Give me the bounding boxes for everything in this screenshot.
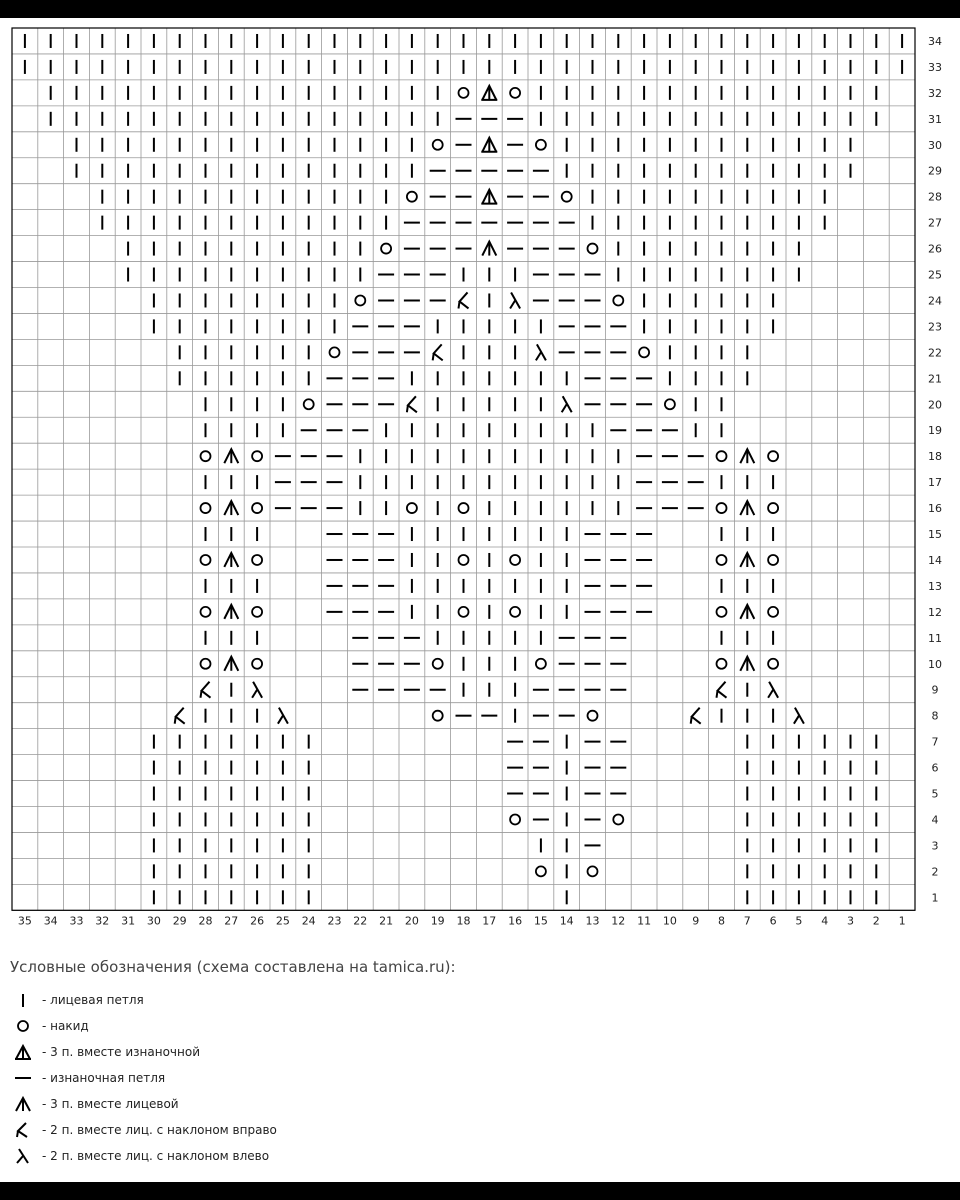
- column-number: 23: [327, 914, 342, 928]
- column-number: 17: [482, 914, 497, 928]
- yarn-over-stitch: [355, 295, 365, 305]
- row-number: 26: [928, 242, 942, 256]
- knit-2-together-right-stitch: [201, 682, 211, 698]
- column-number: 9: [692, 914, 700, 928]
- purl-3-together-stitch: [481, 86, 497, 100]
- yarn-over-stitch: [459, 503, 469, 513]
- yarn-over-stitch: [252, 503, 262, 513]
- yarn-over-stitch: [201, 607, 211, 617]
- row-number: 23: [928, 320, 942, 334]
- row-number: 17: [928, 476, 942, 490]
- row-number: 21: [928, 372, 942, 386]
- legend-label: - 2 п. вместе лиц. с наклоном влево: [42, 1149, 270, 1163]
- column-number: 26: [250, 914, 265, 928]
- row-number: 6: [931, 761, 939, 775]
- legend-item-yarn-over: [12, 1016, 89, 1036]
- column-number: 21: [379, 914, 394, 928]
- yarn-over-stitch: [536, 866, 546, 876]
- knit-icon: [12, 990, 34, 1010]
- row-number: 18: [928, 450, 942, 464]
- legend-item-knit-2-together-left: [12, 1146, 269, 1166]
- row-number: 1: [931, 891, 939, 905]
- row-number: 8: [931, 709, 939, 723]
- legend-item-purl-3-together: [12, 1042, 200, 1062]
- yarn-over-stitch: [588, 244, 598, 254]
- yarn-over-stitch: [201, 555, 211, 565]
- knit-2-together-right-stitch: [717, 682, 727, 698]
- yarn-over-stitch: [768, 503, 778, 513]
- row-number: 7: [931, 735, 939, 749]
- knitting-chart: [0, 18, 960, 948]
- legend-label: - изнаночная петля: [42, 1071, 166, 1085]
- yarn-over-stitch: [510, 88, 520, 98]
- legend-item-knit: [12, 990, 144, 1010]
- yarn-over-stitch: [201, 451, 211, 461]
- row-number: 29: [928, 164, 942, 178]
- yarn-over-stitch: [562, 192, 572, 202]
- yarn-over-stitch: [717, 555, 727, 565]
- row-number: 22: [928, 346, 942, 360]
- row-number: 24: [928, 294, 942, 308]
- yarn-over-stitch: [459, 555, 469, 565]
- yarn-over-stitch: [252, 555, 262, 565]
- row-number: 19: [928, 424, 942, 438]
- column-number: 18: [456, 914, 471, 928]
- knit-2-together-right-icon: [12, 1120, 34, 1140]
- row-number: 5: [931, 787, 939, 801]
- legend-item-knit-2-together-right: [12, 1120, 277, 1140]
- knit-2-together-right-stitch: [691, 708, 701, 724]
- row-number: 32: [928, 86, 942, 100]
- row-number: 15: [928, 528, 942, 542]
- yarn-over-stitch: [510, 555, 520, 565]
- knit-2-together-left-stitch: [252, 682, 262, 698]
- row-number: 3: [931, 839, 939, 853]
- column-number: 4: [821, 914, 829, 928]
- yarn-over-stitch: [717, 503, 727, 513]
- row-number: 4: [931, 813, 939, 827]
- row-number: 9: [931, 683, 939, 697]
- legend-label: - 2 п. вместе лиц. с наклоном вправо: [42, 1123, 277, 1137]
- yarn-over-stitch: [768, 607, 778, 617]
- knit-2-together-right-stitch: [433, 344, 443, 360]
- yarn-over-stitch: [459, 88, 469, 98]
- column-number: 12: [611, 914, 626, 928]
- knit-3-together-stitch: [224, 501, 238, 515]
- yarn-over-stitch: [613, 295, 623, 305]
- knit-2-together-left-stitch: [794, 708, 804, 724]
- knit-3-together-stitch: [482, 242, 496, 256]
- column-number: 5: [795, 914, 803, 928]
- yarn-over-stitch: [588, 711, 598, 721]
- yarn-over-stitch: [613, 814, 623, 824]
- column-number: 22: [353, 914, 368, 928]
- knit-3-together-stitch: [224, 657, 238, 671]
- row-number: 16: [928, 502, 942, 516]
- legend-title: Условные обозначения (схема составлена на tamica.ru):: [10, 958, 456, 976]
- knit-3-together-icon: [12, 1094, 34, 1114]
- yarn-over-stitch: [433, 659, 443, 669]
- yarn-over-stitch: [201, 659, 211, 669]
- knit-2-together-left-stitch: [768, 682, 778, 698]
- yarn-over-icon: [12, 1016, 34, 1036]
- row-number: 2: [931, 865, 939, 879]
- column-number: 32: [95, 914, 110, 928]
- knit-2-together-left-stitch: [510, 292, 520, 308]
- yarn-over-stitch: [433, 711, 443, 721]
- knit-3-together-stitch: [740, 657, 754, 671]
- yarn-over-stitch: [768, 659, 778, 669]
- row-number: 34: [928, 34, 942, 48]
- knit-3-together-stitch: [740, 553, 754, 567]
- yarn-over-stitch: [407, 192, 417, 202]
- yarn-over-stitch: [768, 451, 778, 461]
- yarn-over-stitch: [304, 399, 314, 409]
- yarn-over-stitch: [536, 659, 546, 669]
- yarn-over-stitch: [381, 244, 391, 254]
- row-number: 30: [928, 138, 942, 152]
- column-number: 30: [146, 914, 161, 928]
- yarn-over-stitch: [665, 399, 675, 409]
- legend-item-purl: [12, 1068, 165, 1088]
- column-number: 11: [637, 914, 652, 928]
- knit-2-together-right-stitch: [407, 396, 417, 412]
- column-number: 6: [769, 914, 777, 928]
- row-number: 12: [928, 605, 942, 619]
- row-number: 20: [928, 398, 942, 412]
- yarn-over-stitch: [510, 814, 520, 824]
- knit-2-together-right-stitch: [459, 292, 469, 308]
- column-number: 27: [224, 914, 239, 928]
- knit-2-together-left-stitch: [536, 344, 546, 360]
- column-number: 24: [301, 914, 316, 928]
- column-number: 7: [743, 914, 751, 928]
- row-number: 11: [928, 631, 942, 645]
- row-number: 28: [928, 190, 942, 204]
- knit-3-together-stitch: [224, 553, 238, 567]
- column-number: 35: [17, 914, 32, 928]
- column-number: 16: [508, 914, 523, 928]
- column-number: 28: [198, 914, 213, 928]
- column-number: 1: [898, 914, 906, 928]
- column-number: 10: [662, 914, 677, 928]
- column-number: 2: [872, 914, 880, 928]
- row-number: 25: [928, 268, 942, 282]
- row-number: 27: [928, 216, 942, 230]
- yarn-over-stitch: [201, 503, 211, 513]
- yarn-over-stitch: [252, 659, 262, 669]
- legend-label: - лицевая петля: [42, 993, 144, 1007]
- yarn-over-stitch: [588, 866, 598, 876]
- purl-3-together-stitch: [481, 190, 497, 204]
- yarn-over-stitch: [433, 140, 443, 150]
- row-number: 14: [928, 553, 942, 567]
- column-number: 33: [69, 914, 84, 928]
- yarn-over-stitch: [536, 140, 546, 150]
- knit-3-together-stitch: [740, 605, 754, 619]
- row-number: 31: [928, 112, 942, 126]
- row-number: 10: [928, 657, 942, 671]
- knit-2-together-left-stitch: [562, 396, 572, 412]
- knit-3-together-stitch: [224, 449, 238, 463]
- yarn-over-stitch: [639, 347, 649, 357]
- yarn-over-stitch: [407, 503, 417, 513]
- legend-item-knit-3-together: [12, 1094, 179, 1114]
- yarn-over-stitch: [717, 451, 727, 461]
- legend-label: - 3 п. вместе изнаночной: [42, 1045, 201, 1059]
- yarn-over-stitch: [717, 607, 727, 617]
- column-number: 29: [172, 914, 187, 928]
- yarn-over-stitch: [510, 607, 520, 617]
- column-number: 13: [585, 914, 600, 928]
- legend-label: - 3 п. вместе лицевой: [42, 1097, 179, 1111]
- knit-2-together-left-icon: [12, 1146, 34, 1166]
- chart-sheet: [0, 18, 960, 1182]
- yarn-over-stitch: [768, 555, 778, 565]
- column-number: 3: [847, 914, 854, 928]
- knit-3-together-stitch: [740, 501, 754, 515]
- yarn-over-stitch: [330, 347, 340, 357]
- knit-2-together-right-stitch: [175, 708, 185, 724]
- purl-3-together-stitch: [481, 138, 497, 152]
- legend-label: - накид: [42, 1019, 89, 1033]
- purl-3-together-icon: [12, 1042, 34, 1062]
- purl-icon: [12, 1068, 34, 1088]
- yarn-over-stitch: [252, 451, 262, 461]
- row-number: 13: [928, 579, 942, 593]
- row-number: 33: [928, 60, 942, 74]
- yarn-over-stitch: [459, 607, 469, 617]
- knit-3-together-stitch: [224, 605, 238, 619]
- knit-2-together-left-stitch: [278, 708, 288, 724]
- column-number: 14: [559, 914, 574, 928]
- yarn-over-stitch: [252, 607, 262, 617]
- column-number: 20: [404, 914, 419, 928]
- column-number: 19: [430, 914, 445, 928]
- column-number: 25: [275, 914, 290, 928]
- knit-3-together-stitch: [740, 449, 754, 463]
- column-number: 8: [718, 914, 725, 928]
- yarn-over-stitch: [717, 659, 727, 669]
- column-number: 15: [533, 914, 548, 928]
- column-number: 34: [43, 914, 58, 928]
- column-number: 31: [121, 914, 136, 928]
